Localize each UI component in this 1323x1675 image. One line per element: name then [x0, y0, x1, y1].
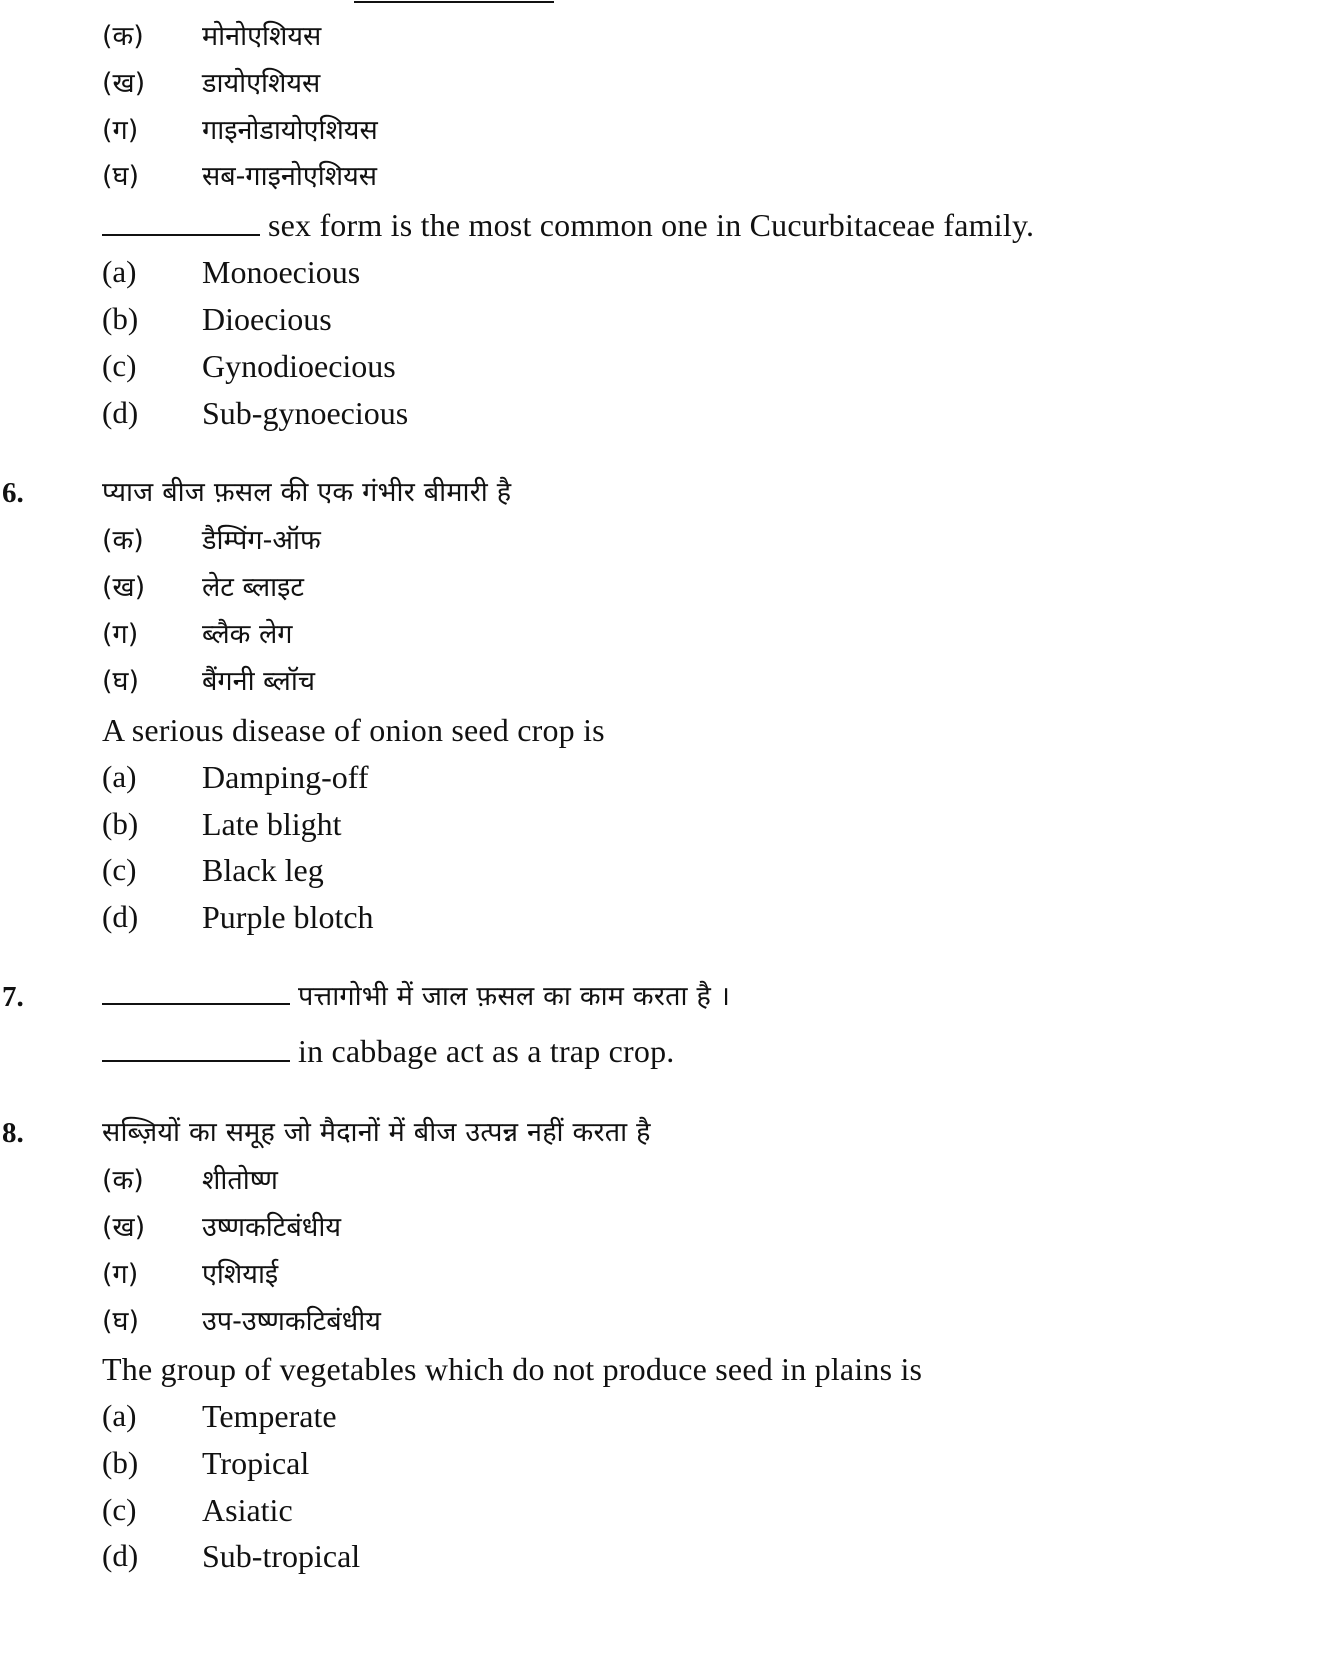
cutoff-previous-line: [100, 0, 1300, 8]
option-text: ब्लैक लेग: [202, 619, 293, 650]
option-text: Purple blotch: [202, 899, 374, 935]
question-stem: [102, 977, 730, 1017]
option-text: Tropical: [202, 1445, 310, 1481]
option-text: Damping-off: [202, 759, 369, 795]
option-text: एशियाई: [202, 1259, 279, 1290]
option-label: (a): [102, 759, 137, 794]
question-stem: [102, 205, 1034, 245]
stem-text: पत्तागोभी में जाल फ़सल का काम करता है ।: [298, 981, 731, 1012]
option-text: Asiatic: [202, 1492, 293, 1528]
question-number: 6.: [2, 477, 24, 509]
option-text: Black leg: [202, 852, 324, 888]
question-stem: प्याज बीज फ़सल की एक गंभीर बीमारी है: [102, 477, 512, 508]
option-text: Sub-tropical: [202, 1538, 361, 1574]
option-text: Temperate: [202, 1398, 337, 1434]
question-stem: The group of vegetables which do not produce seed in plains is: [102, 1351, 923, 1387]
option-text: Sub-gynoecious: [202, 395, 409, 431]
option-text: मोनोएशियस: [202, 21, 322, 52]
option-label: (ग): [102, 1259, 139, 1290]
option-label: (b): [102, 1445, 139, 1480]
option-text: सब-गाइनोएशियस: [202, 161, 378, 192]
option-label: (क): [102, 525, 144, 556]
question-number: 8.: [2, 1117, 24, 1149]
option-label: (क): [102, 1165, 144, 1196]
option-text: डैम्पिंग-ऑफ: [202, 525, 321, 556]
option-label: (ख): [102, 1212, 146, 1243]
option-text: Late blight: [202, 806, 342, 842]
option-label: (d): [102, 395, 139, 430]
option-label: (घ): [102, 1306, 140, 1337]
option-label: (ख): [102, 572, 146, 603]
question-stem: A serious disease of onion seed crop is: [102, 712, 605, 748]
option-label: (c): [102, 852, 137, 887]
stem-text: in cabbage act as a trap crop.: [298, 1033, 675, 1069]
option-label: (a): [102, 1398, 137, 1433]
stem-text: sex form is the most common one in Cucurbitaceae family.: [268, 207, 1035, 243]
option-text: Gynodioecious: [202, 348, 396, 384]
option-label: (d): [102, 1538, 139, 1573]
option-text: लेट ब्लाइट: [202, 572, 305, 603]
option-label: (b): [102, 806, 139, 841]
option-label: (ख): [102, 68, 146, 99]
option-label: (d): [102, 899, 139, 934]
option-text: Dioecious: [202, 301, 332, 337]
option-text: डायोएशियस: [202, 68, 321, 99]
option-label: (c): [102, 1492, 137, 1527]
fill-in-blank: [102, 1059, 290, 1062]
option-label: (घ): [102, 161, 140, 192]
option-text: उप-उष्णकटिबंधीय: [202, 1306, 381, 1337]
option-text: उष्णकटिबंधीय: [202, 1212, 342, 1243]
question-stem: [102, 1031, 674, 1071]
fill-in-blank: [102, 1002, 290, 1005]
fill-in-blank: [102, 233, 260, 236]
option-label: (ग): [102, 619, 139, 650]
option-label: (घ): [102, 666, 140, 697]
option-label: (b): [102, 301, 139, 336]
fill-in-blank: [354, 1, 554, 3]
option-label: (c): [102, 348, 137, 383]
option-label: (a): [102, 254, 137, 289]
option-text: बैंगनी ब्लॉच: [202, 666, 315, 697]
option-text: गाइनोडायोएशियस: [202, 115, 378, 146]
option-text: Monoecious: [202, 254, 361, 290]
option-label: (ग): [102, 115, 139, 146]
question-stem: सब्ज़ियों का समूह जो मैदानों में बीज उत्पन्न नहीं करता है: [102, 1117, 651, 1148]
option-text: शीतोष्ण: [202, 1165, 278, 1196]
option-label: (क): [102, 21, 144, 52]
question-number: 7.: [2, 981, 24, 1013]
